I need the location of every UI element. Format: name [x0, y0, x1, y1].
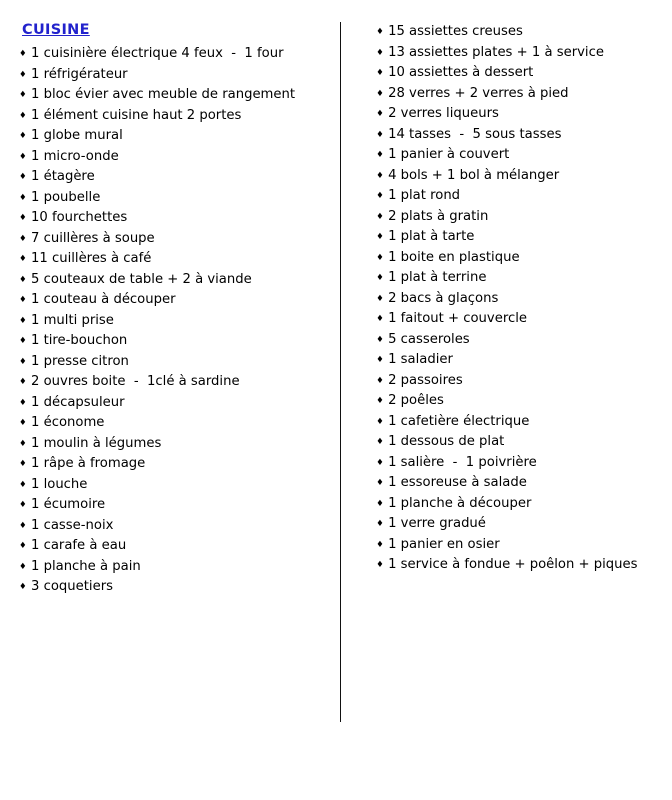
section-title-cuisine: CUISINE: [22, 22, 90, 38]
list-item: ♦ 1 service à fondue + poêlon + piques: [375, 555, 654, 576]
list-item: ♦ 1 plat rond: [375, 186, 654, 207]
list-item: ♦ 2 bacs à glaçons: [375, 289, 654, 310]
list-item: ♦ 1 cafetière électrique: [375, 412, 654, 433]
list-item: ♦ 1 décapsuleur: [18, 393, 332, 414]
list-item: ♦ 1 couteau à découper: [18, 290, 332, 311]
list-item: ♦ 14 tasses - 5 sous tasses: [375, 125, 654, 146]
list-item: ♦ 1 moulin à légumes: [18, 434, 332, 455]
list-item: ♦ 10 assiettes à dessert: [375, 63, 654, 84]
list-item: ♦ 1 casse-noix: [18, 516, 332, 537]
list-item: ♦ 15 assiettes creuses: [375, 22, 654, 43]
list-item: ♦ 1 micro-onde: [18, 147, 332, 168]
list-item: ♦ 5 couteaux de table + 2 à viande: [18, 270, 332, 291]
list-item: ♦ 1 panier en osier: [375, 535, 654, 556]
list-item: ♦ 11 cuillères à café: [18, 249, 332, 270]
list-item: ♦ 1 salière - 1 poivrière: [375, 453, 654, 474]
list-item: ♦ 1 verre gradué: [375, 514, 654, 535]
list-item: ♦ 1 carafe à eau: [18, 536, 332, 557]
list-item: ♦ 1 râpe à fromage: [18, 454, 332, 475]
two-column-layout: [18, 22, 654, 722]
list-item: ♦ 2 verres liqueurs: [375, 104, 654, 125]
list-item: ♦ 1 panier à couvert: [375, 145, 654, 166]
list-item: ♦ 1 bloc évier avec meuble de rangement: [18, 85, 332, 106]
list-item: ♦ 1 planche à découper: [375, 494, 654, 515]
list-item: ♦ 1 élément cuisine haut 2 portes: [18, 106, 332, 127]
list-item: ♦ 1 planche à pain: [18, 557, 332, 578]
list-item: ♦ 1 saladier: [375, 350, 654, 371]
list-item: ♦ 1 cuisinière électrique 4 feux - 1 four: [18, 44, 332, 65]
list-item: ♦ 10 fourchettes: [18, 208, 332, 229]
kitchen-inventory-list-left: [18, 44, 332, 598]
right-column: [341, 22, 654, 576]
list-item: ♦ 1 réfrigérateur: [18, 65, 332, 86]
list-item: ♦ 1 écumoire: [18, 495, 332, 516]
list-item: ♦ 4 bols + 1 bol à mélanger: [375, 166, 654, 187]
left-column: [18, 22, 340, 598]
list-item: ♦ 1 dessous de plat: [375, 432, 654, 453]
list-item: ♦ 1 poubelle: [18, 188, 332, 209]
list-item: ♦ 1 louche: [18, 475, 332, 496]
list-item: ♦ 7 cuillères à soupe: [18, 229, 332, 250]
list-item: ♦ 2 poêles: [375, 391, 654, 412]
list-item: ♦ 1 presse citron: [18, 352, 332, 373]
list-item: ♦ 1 tire-bouchon: [18, 331, 332, 352]
list-item: ♦ 2 ouvres boite - 1clé à sardine: [18, 372, 332, 393]
list-item: ♦ 2 plats à gratin: [375, 207, 654, 228]
list-item: ♦ 1 économe: [18, 413, 332, 434]
list-item: ♦ 1 plat à tarte: [375, 227, 654, 248]
list-item: ♦ 13 assiettes plates + 1 à service: [375, 43, 654, 64]
list-item: ♦ 2 passoires: [375, 371, 654, 392]
kitchen-inventory-list-right: [375, 22, 654, 576]
list-item: ♦ 1 essoreuse à salade: [375, 473, 654, 494]
list-item: ♦ 1 faitout + couvercle: [375, 309, 654, 330]
list-item: ♦ 3 coquetiers: [18, 577, 332, 598]
list-item: ♦ 1 boite en plastique: [375, 248, 654, 269]
list-item: ♦ 1 plat à terrine: [375, 268, 654, 289]
list-item: ♦ 1 étagère: [18, 167, 332, 188]
list-item: ♦ 5 casseroles: [375, 330, 654, 351]
list-item: ♦ 1 multi prise: [18, 311, 332, 332]
list-item: ♦ 28 verres + 2 verres à pied: [375, 84, 654, 105]
list-item: ♦ 1 globe mural: [18, 126, 332, 147]
